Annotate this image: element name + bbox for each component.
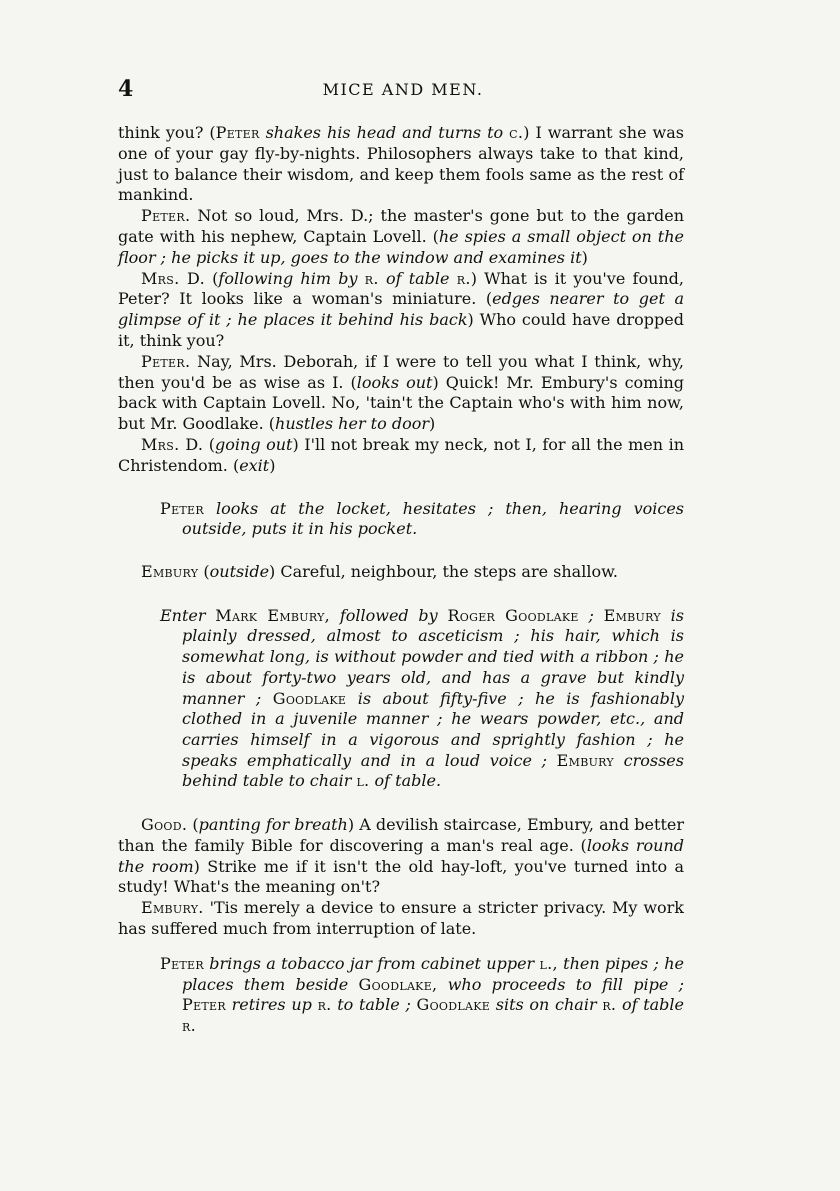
- block-spacer: [118, 583, 684, 606]
- page-number: 4: [118, 76, 134, 102]
- page-header: [118, 74, 688, 104]
- italic-direction: shakes his head and turns to: [259, 123, 510, 142]
- dialogue-paragraph: [118, 123, 684, 206]
- text-span: Not so loud, Mrs. D.; the master's gone but to the garden gate with his nephew, Captain Lovell. (: [118, 206, 684, 246]
- character-name: r.: [317, 995, 332, 1015]
- character-name: Embury: [141, 561, 199, 581]
- text-span: Nay, Mrs. Deborah, if I were to tell you what I think, why, then you'd be as wise as I. (: [118, 351, 684, 392]
- text-span: ) I'll not break my neck, not I, for all the men in Christendom. (: [118, 434, 685, 475]
- text-span: of table.: [369, 771, 442, 791]
- character-name: Mrs. D.: [141, 434, 204, 454]
- character-name: r.: [456, 268, 471, 288]
- text-span: of table: [616, 995, 685, 1015]
- character-name: Mrs. D.: [141, 268, 205, 288]
- italic-direction: panting for breath: [198, 815, 348, 835]
- italic-direction: hustles her to door: [275, 414, 429, 434]
- character-name: Peter: [160, 498, 204, 518]
- character-name: r.: [182, 1015, 196, 1035]
- italic-direction: he spies a small object on the floor ; he picks it up, goes to the window and examines it: [118, 226, 684, 267]
- text-span: who proceeds to fill pipe ;: [437, 974, 685, 994]
- text-span: (: [203, 434, 216, 454]
- text-span: ) I warrant she was one of your gay fly-by-nights. Philosophers always take to that kind, just to balance their wisdom, and keep them fools same as the rest of mankind.: [118, 123, 685, 205]
- text-span: is plainly dressed, almost to asceticism ; his hair, which is somewhat long, is without powder and tied with a ribbon ; he is about forty-two years old, and has a grave but kindly manner ;: [182, 605, 685, 708]
- character-name: Peter.: [141, 351, 191, 371]
- text-span: crosses behind table to chair: [182, 750, 684, 791]
- character-name: r.: [602, 995, 617, 1015]
- stage-direction: [160, 499, 684, 540]
- character-name: Goodlake,: [358, 974, 438, 994]
- block-spacer: [118, 940, 684, 954]
- block-spacer: [118, 792, 684, 815]
- character-name: c.: [509, 123, 524, 142]
- text-span: ) What is it you've found, Peter? It looks like a woman's miniature. (: [118, 268, 685, 309]
- dialogue-paragraph: [118, 206, 684, 268]
- character-name: Peter.: [141, 206, 191, 226]
- italic-direction: edges nearer to get a glimpse of it ; he places it behind his back: [118, 289, 685, 330]
- text-span: (: [198, 561, 210, 581]
- text-span: (: [204, 268, 219, 288]
- character-name: l.: [356, 771, 370, 791]
- text-span: looks at the locket, hesitates ; then, hearing voices outside, puts it in his pocket.: [182, 498, 684, 539]
- block-spacer: [118, 477, 684, 499]
- italic-direction: going out: [215, 434, 293, 454]
- dialogue-paragraph: [118, 352, 684, 435]
- italic-direction: outside: [209, 561, 270, 581]
- block-spacer: [118, 540, 684, 562]
- character-name: Mark Embury,: [215, 605, 331, 625]
- text-span: ) Quick! Mr. Embury's coming back with Captain Lovell. No, 'tain't the Captain who's with him now, but Mr. Goodlake. (: [118, 372, 685, 434]
- character-name: Peter: [182, 995, 226, 1015]
- text-span: ): [581, 247, 588, 267]
- character-name: Good.: [141, 815, 188, 835]
- dialogue-paragraph: [118, 815, 684, 898]
- italic-direction: following him by: [218, 268, 365, 288]
- text-span: ): [428, 414, 436, 434]
- character-name: l.,: [539, 953, 558, 973]
- text-span: ) Who could have dropped it, think you?: [118, 310, 684, 350]
- text-span: Enter: [160, 605, 216, 625]
- running-title: MICE AND MEN.: [322, 80, 484, 99]
- dialogue-paragraph: [118, 562, 684, 583]
- italic-direction: exit: [239, 455, 270, 475]
- italic-direction: looks round the room: [118, 835, 685, 876]
- character-name: Roger Goodlake: [447, 605, 579, 625]
- text-span: ) Careful, neighbour, the steps are shallow.: [269, 561, 618, 581]
- text-span: to table ;: [331, 995, 417, 1015]
- text-span: brings a tobacco jar from cabinet upper: [203, 953, 540, 973]
- character-name: Embury.: [141, 898, 204, 918]
- character-name: Peter: [215, 123, 260, 142]
- text-span: ;: [578, 605, 604, 625]
- stage-direction: [160, 606, 684, 792]
- text-span: followed by: [330, 605, 448, 625]
- dialogue-paragraph: [118, 898, 684, 940]
- stage-direction: [160, 954, 684, 1037]
- text-span: ) Strike me if it isn't the old hay-loft, you've turned into a study! What's the meaning on't?: [118, 856, 684, 897]
- italic-direction: looks out: [356, 372, 433, 392]
- text-span: ) A devilish staircase, Embury, and better than the family Bible for discovering a man's real age. (: [118, 815, 684, 855]
- text-span: think you? (: [118, 123, 216, 142]
- character-name: Goodlake: [272, 688, 347, 708]
- character-name: r.: [364, 268, 379, 288]
- play-text: [118, 123, 684, 1037]
- text-span: is about fifty-five ; he is fashionably clothed in a juvenile manner ; he wears powder, etc., and carries himself in a vigorous and sprightly fashion ; he speaks emphatically and in a loud voice ;: [182, 688, 685, 770]
- character-name: Peter: [160, 953, 204, 973]
- dialogue-paragraph: [118, 269, 684, 352]
- character-name: Goodlake: [416, 995, 491, 1015]
- text-span: (: [187, 815, 199, 835]
- text-span: retires up: [225, 995, 318, 1015]
- text-span: sits on chair: [490, 995, 603, 1015]
- dialogue-paragraph: [118, 435, 684, 477]
- text-span: ): [269, 455, 276, 475]
- character-name: Embury: [556, 750, 614, 770]
- character-name: Embury: [603, 605, 661, 625]
- text-span: then pipes ; he places them beside: [182, 953, 684, 994]
- text-span: 'Tis merely a device to ensure a stricter privacy. My work has suffered much from interruption of late.: [118, 898, 684, 939]
- italic-direction: of table: [378, 268, 457, 288]
